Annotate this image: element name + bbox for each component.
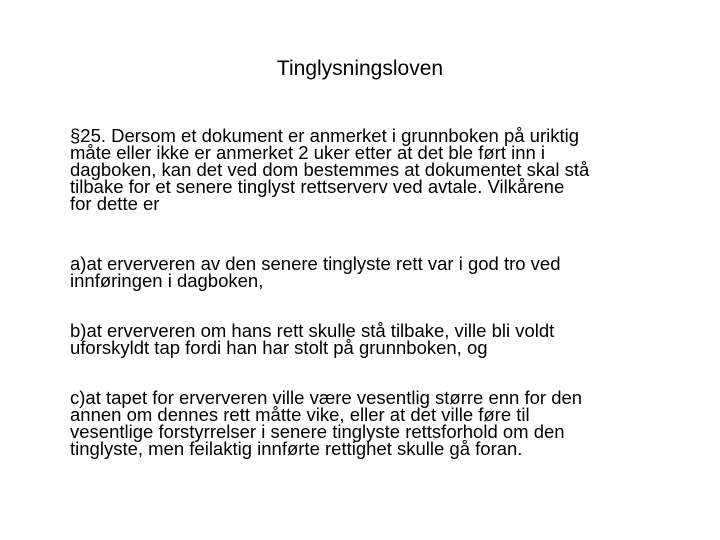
- text-line: §25. Dersom et dokument er anmerket i grunnboken på uriktig: [70, 125, 580, 146]
- text-line: b)at erververen om hans rett skulle stå tilbake, ville bli voldt: [70, 320, 555, 341]
- paragraph-condition-c: [70, 389, 710, 457]
- text-line: måte eller ikke er anmerket 2 uker etter at det ble ført inn i: [70, 142, 546, 163]
- page-title: Tinglysningsloven: [276, 57, 444, 80]
- text-line: annen om dennes rett måtte vike, eller at det ville føre til: [70, 404, 530, 425]
- text-line: a)at erververen av den senere tinglyste rett var i god tro ved: [70, 253, 561, 274]
- text-line: c)at tapet for erververen ville være vesentlig større enn for den: [70, 387, 583, 408]
- text-line: for dette er: [70, 193, 160, 214]
- text-line: tilbake for et senere tinglyst rettserverv ved avtale. Vilkårene: [70, 176, 565, 197]
- paragraph-condition-a: [70, 255, 710, 289]
- text-line: uforskyldt tap fordi han har stolt på grunnboken, og: [70, 337, 488, 358]
- paragraph-section-25: [70, 127, 710, 212]
- text-line: vesentlige forstyrrelser i senere tinglyste rettsforhold om den: [70, 421, 565, 442]
- text-line: dagboken, kan det ved dom bestemmes at dokumentet skal stå: [70, 159, 590, 180]
- paragraph-condition-b: [70, 322, 710, 356]
- text-line: tinglyste, men feilaktig innførte rettighet skulle gå foran.: [70, 438, 523, 459]
- text-line: innføringen i dagboken,: [70, 270, 264, 291]
